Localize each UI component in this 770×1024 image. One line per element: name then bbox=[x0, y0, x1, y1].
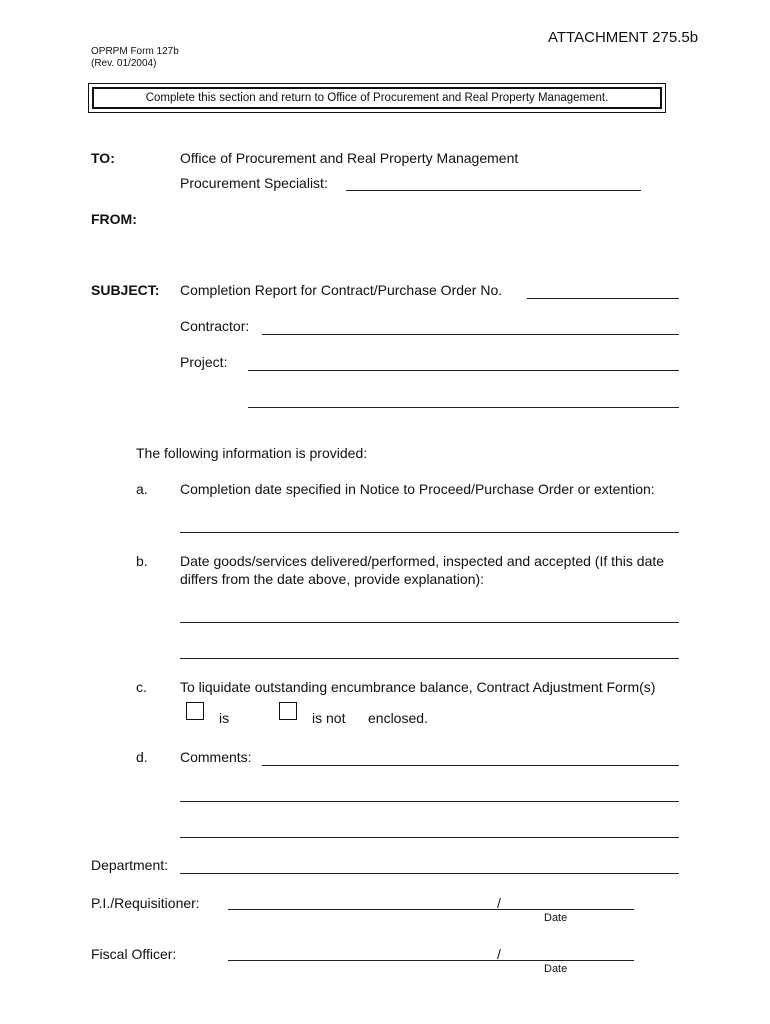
delivery-explanation-field[interactable] bbox=[180, 658, 679, 659]
fiscal-officer-signature-field[interactable] bbox=[228, 960, 634, 961]
is-not-checkbox[interactable] bbox=[279, 702, 297, 720]
banner-box bbox=[88, 83, 666, 113]
from-label: FROM: bbox=[91, 211, 137, 227]
department-field[interactable] bbox=[180, 873, 679, 874]
project-field-line-2[interactable] bbox=[248, 407, 679, 408]
fiscal-date-separator: / bbox=[497, 946, 501, 962]
comments-field-line-2[interactable] bbox=[180, 801, 679, 802]
is-label: is bbox=[219, 710, 230, 726]
fiscal-date-label: Date bbox=[544, 963, 568, 975]
fiscal-officer-label: Fiscal Officer: bbox=[91, 946, 177, 962]
requisitioner-signature-field[interactable] bbox=[228, 909, 634, 910]
item-c-letter: c. bbox=[136, 679, 147, 695]
info-intro: The following information is provided: bbox=[136, 445, 368, 461]
item-d-letter: d. bbox=[136, 749, 148, 765]
contractor-label: Contractor: bbox=[180, 318, 250, 334]
item-a-letter: a. bbox=[136, 481, 148, 497]
comments-field-line-3[interactable] bbox=[180, 837, 679, 838]
requisitioner-label: P.I./Requisitioner: bbox=[91, 895, 200, 911]
specialist-field[interactable] bbox=[346, 190, 641, 191]
requisitioner-date-label: Date bbox=[544, 912, 568, 924]
to-label: TO: bbox=[91, 150, 115, 166]
item-c-text: To liquidate outstanding encumbrance balance, Contract Adjustment Form(s) bbox=[180, 679, 656, 695]
enclosed-label: enclosed. bbox=[368, 710, 428, 726]
attachment-number: ATTACHMENT 275.5b bbox=[548, 29, 699, 46]
specialist-label: Procurement Specialist: bbox=[180, 175, 328, 191]
project-label: Project: bbox=[180, 354, 228, 370]
department-label: Department: bbox=[91, 857, 169, 873]
completion-date-field[interactable] bbox=[180, 532, 679, 533]
form-revision: (Rev. 01/2004) bbox=[91, 58, 157, 69]
is-not-label: is not bbox=[312, 710, 346, 726]
form-number: OPRPM Form 127b bbox=[91, 46, 179, 57]
comments-field[interactable] bbox=[262, 765, 679, 766]
item-b-text-line-1: Date goods/services delivered/performed, inspected and accepted (If this date bbox=[180, 553, 665, 569]
requisitioner-date-separator: / bbox=[497, 895, 501, 911]
contractor-field[interactable] bbox=[262, 334, 679, 335]
banner-text: Complete this section and return to Office of Procurement and Real Property Management. bbox=[145, 92, 609, 104]
comments-label: Comments: bbox=[180, 749, 252, 765]
delivery-date-field[interactable] bbox=[180, 622, 679, 623]
item-a-text: Completion date specified in Notice to Proceed/Purchase Order or extention: bbox=[180, 481, 655, 497]
to-office: Office of Procurement and Real Property Management bbox=[180, 150, 519, 166]
subject-text: Completion Report for Contract/Purchase Order No. bbox=[180, 282, 503, 298]
po-number-field[interactable] bbox=[527, 298, 679, 299]
is-checkbox[interactable] bbox=[186, 702, 204, 720]
project-field[interactable] bbox=[248, 370, 679, 371]
item-b-letter: b. bbox=[136, 553, 148, 569]
subject-label: SUBJECT: bbox=[91, 282, 160, 298]
item-b-text-line-2: differs from the date above, provide explanation): bbox=[180, 571, 485, 587]
